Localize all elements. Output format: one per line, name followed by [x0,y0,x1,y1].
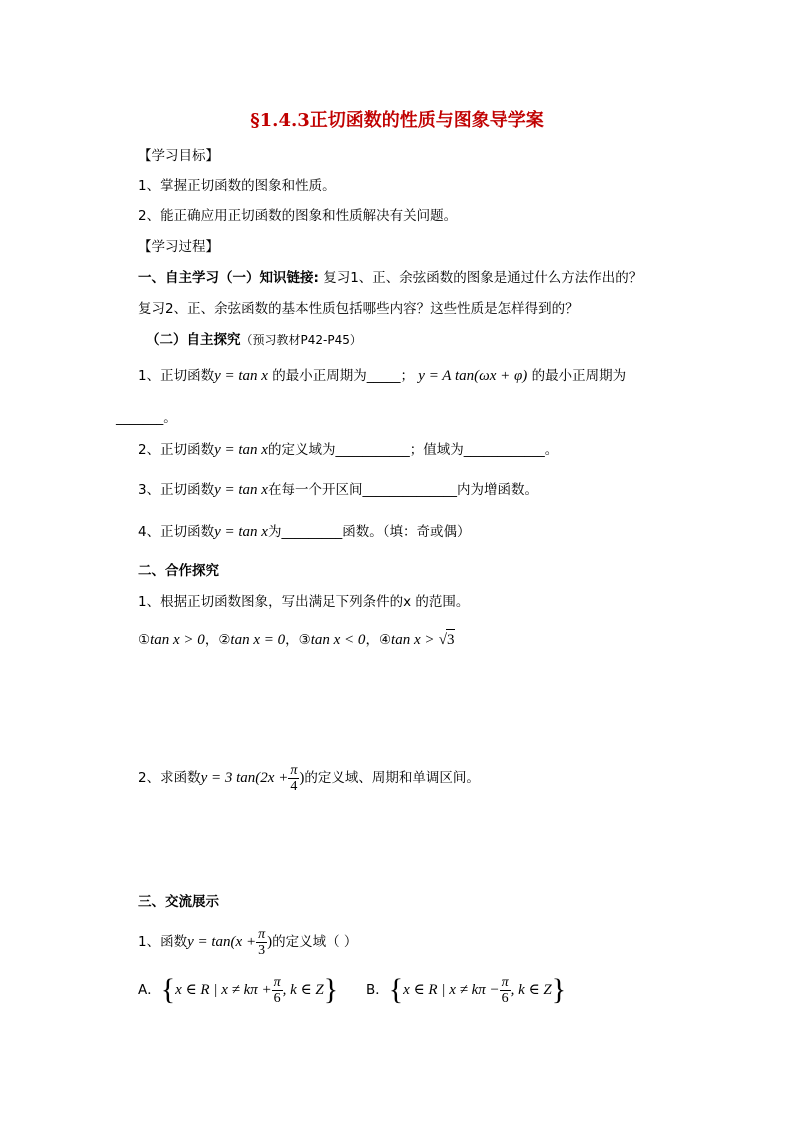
option-a-expr-end: , k ∈ Z [282,982,324,998]
goal-1: 1、掌握正切函数的图象和性质。 [138,178,336,194]
q1-text-b: 的最小正周期为_____； [272,368,414,384]
q2-text-b: 的定义域为___________；值域为____________。 [267,442,559,458]
fraction-pi-over-3 [256,927,267,958]
q2-line [138,440,558,460]
cond-sep-2: ， [285,632,299,648]
cond-1: tan x > 0 [150,632,205,648]
q1-blank: _______。 [116,410,177,426]
q3-text-b: 在每一个开区间______________内为增函数。 [267,482,538,498]
q1-line [138,366,626,386]
option-a-label: A． [138,982,161,998]
cond-2: tan x = 0 [230,632,286,648]
part1b-heading: （二）自主探究 [146,332,241,348]
q4-text-a: 4、正切函数 [138,524,215,540]
part1-line [138,268,642,288]
frac-den: 6 [501,990,509,1006]
sqrt-radicand: 3 [446,629,455,650]
part1b-note: （预习教材P42-P45） [240,333,362,347]
p2-q2-text-a: 2、求函数 [138,770,201,786]
frac-den: 4 [290,778,298,794]
q1-text-a: 1、正切函数 [138,368,215,384]
q4-text-b: 为_________函数。（填：奇或偶） [267,524,471,540]
fraction-pi-over-4 [288,763,299,794]
cond-sep-3: ， [365,632,379,648]
fraction-pi-over-6 [272,975,283,1006]
cond-3-marker: ③ [298,632,311,648]
option-b [366,968,566,1012]
p2-q1: 1、根据正切函数图象，写出满足下列条件的x 的范围。 [138,594,470,610]
q4-formula: y = tan x [214,524,268,540]
fraction-pi-over-6 [500,975,511,1006]
q3-formula: y = tan x [214,482,268,498]
frac-num: π [501,974,509,990]
q4-line [138,522,470,542]
part3-heading: 三、交流展示 [138,894,219,910]
cond-3: tan x < 0 [310,632,366,648]
option-a [138,968,338,1012]
process-header: 【学习过程】 [138,239,219,255]
close-paren: ) [299,770,305,786]
lbrace: { [160,973,176,1006]
rbrace: } [323,973,339,1006]
cond-4-marker: ④ [378,632,392,648]
q2-text-a: 2、正切函数 [138,442,215,458]
frac-num: π [273,974,281,990]
p2-q2-line [138,756,480,800]
p2-q2-formula: y = 3 tan(2x + [200,770,289,786]
q1-formula-Atan: y = A tan(ωx + φ) [418,368,528,384]
p3-q1-text-b: 的定义域（ ） [272,934,358,950]
p3-q1-text-a: 1、函数 [138,934,188,950]
frac-den: 3 [258,942,266,958]
goals-header: 【学习目标】 [138,148,219,164]
cond-2-marker: ② [218,632,231,648]
p2-q2-text-b: 的定义域、周期和单调区间。 [304,770,480,786]
option-b-expr: x ∈ R | x ≠ kπ − [403,982,500,998]
page-title: §1.4.3正切函数的性质与图象导学案 [250,110,544,131]
sqrt-sign: √ [438,632,448,648]
rbrace: } [551,973,567,1006]
p3-q1-line [138,920,357,964]
close-paren: ) [267,934,273,950]
frac-num: π [290,762,298,778]
goal-2: 2、能正确应用正切函数的图象和性质解决有关问题。 [138,208,458,224]
frac-num: π [258,926,266,942]
review-2: 复习2、正、余弦函数的基本性质包括哪些内容？这些性质是怎样得到的？ [138,301,579,317]
option-b-expr-end: , k ∈ Z [510,982,552,998]
q2-formula: y = tan x [214,442,268,458]
q1-formula-tanx: y = tan x [214,368,268,384]
part2-heading: 二、合作探究 [138,563,219,579]
cond-1-marker: ① [138,632,151,648]
frac-den: 6 [273,990,281,1006]
q3-text-a: 3、正切函数 [138,482,215,498]
part1b-line [146,330,362,350]
option-b-label: B． [366,982,389,998]
review-1: 复习1、正、余弦函数的图象是通过什么方法作出的？ [323,270,643,286]
cond-sep-1: ， [204,632,219,648]
cond-4: tan x > [391,632,435,648]
p3-q1-formula: y = tan(x + [187,934,257,950]
part1-heading: 一、自主学习（一）知识链接: [138,270,319,286]
q3-line [138,480,538,500]
option-a-expr: x ∈ R | x ≠ kπ + [175,982,272,998]
q1-text-c: 的最小正周期为 [531,368,627,384]
conditions-line [138,629,455,650]
lbrace: { [388,973,404,1006]
